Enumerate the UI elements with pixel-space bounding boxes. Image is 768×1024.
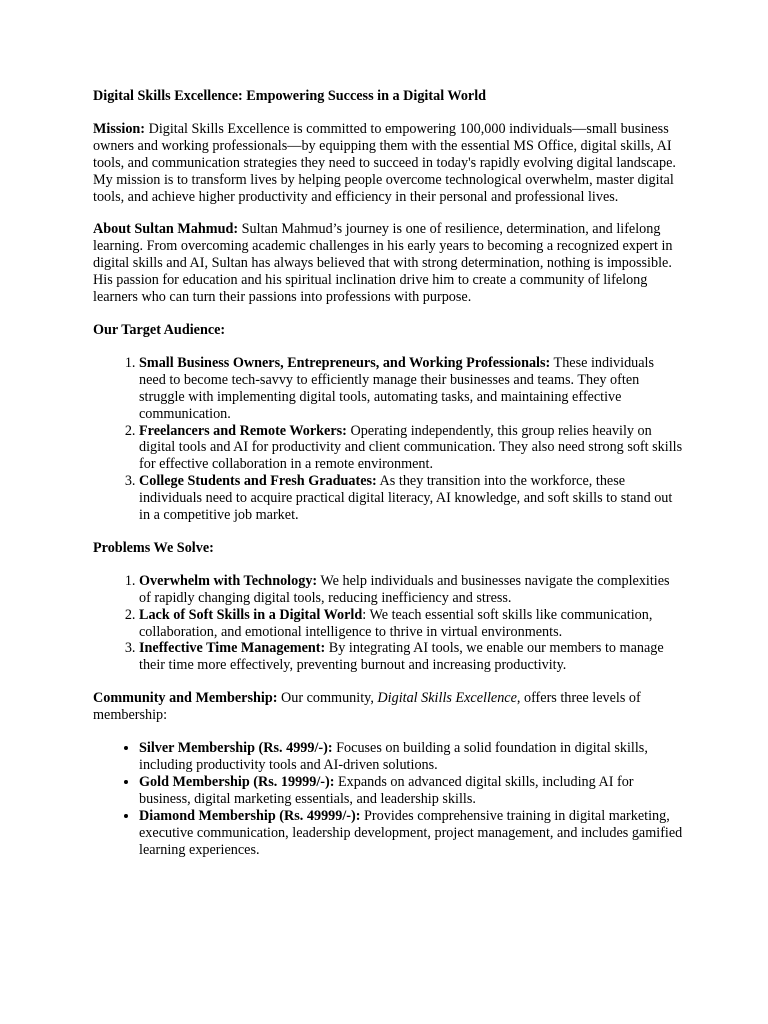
community-label: Community and Membership: <box>93 690 278 707</box>
community-text-after: , offers three levels of membership: <box>93 690 641 724</box>
list-item-text: We help individuals and businesses navigate the complexities of rapidly changing digital tools, reducing inefficiency and stress. <box>139 572 670 606</box>
list-item <box>139 573 683 607</box>
list-item-label: Small Business Owners, Entrepreneurs, and Working Professionals: <box>139 354 551 371</box>
list-item-label: Ineffective Time Management: <box>139 640 326 657</box>
list-item <box>139 473 683 524</box>
list-item <box>139 740 683 774</box>
list-item-text: Provides comprehensive training in digital marketing, executive communication, leadership development, project management, and includes gamified learning experiences. <box>139 807 683 858</box>
about-text: Sultan Mahmud’s journey is one of resilience, determination, and lifelong learning. From overcoming academic challenges in his early years to becoming a recognized expert in digital skills and AI, Sultan has always believed that with strong determination, nothing is impossible. His passion for education and his spiritual inclination drive him to create a community of lifelong learners who can turn their passions into professions with purpose. <box>93 221 673 306</box>
mission-label: Mission: <box>93 120 146 137</box>
list-item-label: Lack of Soft Skills in a Digital World <box>139 606 363 623</box>
list-item <box>139 640 683 674</box>
list-item-text: As they transition into the workforce, these individuals need to acquire practical digital literacy, AI knowledge, and soft skills to stand out in a competitive job market. <box>139 473 673 524</box>
document-title: Digital Skills Excellence: Empowering Success in a Digital World <box>93 88 487 104</box>
list-item <box>139 423 683 474</box>
about-paragraph <box>93 221 683 306</box>
mission-text: Digital Skills Excellence is committed to empowering 100,000 individuals—small business owners and working professionals—by equipping them with the essential MS Office, digital skills, AI tools, and communication strategies they need to succeed in today's rapidly evolving digital landscape. My mission is to transform lives by helping people overcome technological overwhelm, master digital tools, and achieve higher productivity and efficiency in their personal and professional lives. <box>93 120 676 205</box>
list-item <box>139 607 683 641</box>
list-item-label: Gold Membership (Rs. 19999/-): <box>139 773 335 790</box>
list-item-text: These individuals need to become tech-savvy to efficiently manage their businesses and teams. They often struggle with implementing digital tools, automating tasks, and maintaining effective communication. <box>139 354 655 422</box>
document-page <box>93 88 683 874</box>
mission-paragraph <box>93 121 683 206</box>
problems-heading: Problems We Solve: <box>93 539 214 556</box>
audience-list <box>93 355 683 524</box>
audience-heading: Our Target Audience: <box>93 321 226 338</box>
list-item-text: Operating independently, this group relies heavily on digital tools and AI for productivity and client communication. They also need strong soft skills for effective collaboration in a remote environment. <box>139 422 683 473</box>
list-item-text: : We teach essential soft skills like communication, collaboration, and emotional intelligence to thrive in virtual environments. <box>139 606 653 640</box>
list-item-label: Silver Membership (Rs. 4999/-): <box>139 740 333 757</box>
list-item-text: Expands on advanced digital skills, including AI for business, digital marketing essentials, and leadership skills. <box>139 773 634 807</box>
about-label: About Sultan Mahmud: <box>93 221 239 238</box>
list-item-label: Overwhelm with Technology: <box>139 572 318 589</box>
list-item <box>139 774 683 808</box>
community-text-before: Our community, <box>277 690 378 707</box>
membership-list <box>93 740 683 858</box>
list-item-label: Diamond Membership (Rs. 49999/-): <box>139 807 361 824</box>
list-item-label: College Students and Fresh Graduates: <box>139 473 377 490</box>
community-paragraph <box>93 690 683 724</box>
list-item <box>139 808 683 859</box>
problems-list <box>93 573 683 674</box>
community-name: Digital Skills Excellence <box>377 690 517 707</box>
list-item-text: By integrating AI tools, we enable our members to manage their time more effectively, preventing burnout and increasing productivity. <box>139 640 664 674</box>
list-item-label: Freelancers and Remote Workers: <box>139 422 347 439</box>
list-item <box>139 355 683 423</box>
list-item-text: Focuses on building a solid foundation in digital skills, including productivity tools and AI-driven solutions. <box>139 740 648 773</box>
